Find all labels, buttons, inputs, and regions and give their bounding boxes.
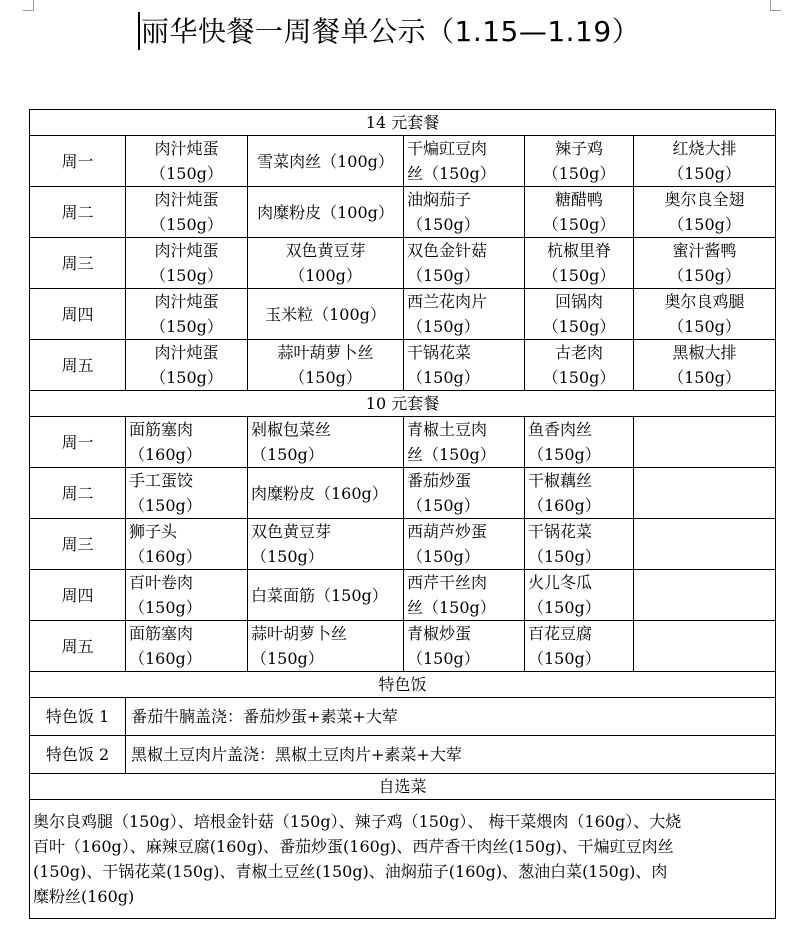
dish-weight: （150g） xyxy=(542,368,616,387)
dish-cell xyxy=(525,187,634,238)
dish-name: 黑椒大排 xyxy=(672,343,737,362)
dish-weight: （150g） xyxy=(251,547,324,566)
dish-cell xyxy=(634,519,776,570)
special-text: 黑椒土豆肉片盖浇：黑椒土豆肉片+素菜+大荤 xyxy=(126,736,776,774)
dish-weight: （150g） xyxy=(528,445,601,464)
dish-weight: （150g） xyxy=(129,598,202,617)
menu-table xyxy=(29,109,776,919)
dish-cell xyxy=(248,238,404,289)
page-corner-mark-right xyxy=(770,0,781,11)
dish-weight: （150g） xyxy=(289,368,362,387)
dish-cell xyxy=(404,238,525,289)
dish-weight: （160g） xyxy=(129,649,202,668)
dish-name: 西葫芦炒蛋 xyxy=(407,522,488,541)
dish-cell xyxy=(404,519,525,570)
dish-weight: （150g） xyxy=(407,317,480,336)
dish-cell xyxy=(126,340,248,391)
menu-row xyxy=(30,136,776,187)
dish-cell xyxy=(525,289,634,340)
dish-name: 杭椒里脊 xyxy=(546,241,611,260)
day-cell: 周四 xyxy=(30,570,126,621)
dish-cell xyxy=(126,289,248,340)
optional-line: 糜粉丝(160g) xyxy=(33,887,135,906)
dish-cell xyxy=(248,136,404,187)
set10-header-row xyxy=(30,391,776,417)
dish-cell xyxy=(634,187,776,238)
dish-name: 双色黄豆芽 xyxy=(251,522,332,541)
day-cell: 周五 xyxy=(30,340,126,391)
dish-name: 肉汁炖蛋 xyxy=(154,190,219,209)
optional-line: 百叶（160g）、麻辣豆腐(160g)、番茄炒蛋(160g)、西芹香干肉丝(150g)、干煸豇豆肉丝 xyxy=(33,837,674,856)
dish-weight: 丝（150g） xyxy=(407,164,496,183)
dish-cell xyxy=(525,340,634,391)
dish-weight: （150g） xyxy=(150,266,223,285)
special-row xyxy=(30,736,776,774)
dish-weight: 丝（150g） xyxy=(407,598,496,617)
special-row xyxy=(30,698,776,736)
dish-cell xyxy=(126,238,248,289)
menu-row xyxy=(30,417,776,468)
dish-name: 火儿冬瓜 xyxy=(528,573,593,592)
dish-cell xyxy=(525,519,634,570)
dish-name: 手工蛋饺 xyxy=(129,471,194,490)
dish-weight: （150g） xyxy=(668,368,741,387)
dish-cell xyxy=(404,187,525,238)
dish-name: 玉米粒（100g） xyxy=(265,304,386,324)
menu-table-body xyxy=(30,110,776,919)
dish-cell xyxy=(525,136,634,187)
dish-name: 肉汁炖蛋 xyxy=(154,241,219,260)
optional-header: 自选菜 xyxy=(30,774,776,800)
dish-name: 古老肉 xyxy=(554,343,603,362)
optional-header-row xyxy=(30,774,776,800)
dish-name: 狮子头 xyxy=(129,522,178,541)
dish-name: 干锅花菜 xyxy=(528,522,593,541)
special-label: 特色饭 2 xyxy=(30,736,126,774)
dish-weight: （150g） xyxy=(528,547,601,566)
dish-weight: （150g） xyxy=(668,215,741,234)
set14-header: 14 元套餐 xyxy=(30,110,776,136)
dish-weight: （150g） xyxy=(528,598,601,617)
menu-row xyxy=(30,570,776,621)
dish-cell xyxy=(634,468,776,519)
dish-cell xyxy=(525,417,634,468)
dish-cell xyxy=(248,621,404,672)
dish-weight: （150g） xyxy=(407,266,480,285)
dish-name: 青椒土豆肉 xyxy=(407,420,488,439)
dish-name: 肉汁炖蛋 xyxy=(154,139,219,158)
dish-name: 西兰花肉片 xyxy=(407,292,488,311)
dish-name: 双色黄豆芽 xyxy=(285,241,366,260)
dish-weight: （150g） xyxy=(542,317,616,336)
dish-weight: （150g） xyxy=(668,317,741,336)
dish-name: 蒜叶胡萝卜丝 xyxy=(251,624,348,643)
dish-name: 油焖茄子 xyxy=(407,190,472,209)
dish-name: 肉糜粉皮（100g） xyxy=(257,202,394,222)
day-cell: 周一 xyxy=(30,417,126,468)
dish-name: 红烧大排 xyxy=(672,139,737,158)
special-label: 特色饭 1 xyxy=(30,698,126,736)
optional-row xyxy=(30,800,776,919)
dish-weight: （150g） xyxy=(407,649,480,668)
dish-cell xyxy=(525,238,634,289)
dish-name: 面筋塞肉 xyxy=(129,420,194,439)
dish-cell xyxy=(126,519,248,570)
dish-name: 剁椒包菜丝 xyxy=(251,420,332,439)
dish-name: 蒜叶葫萝卜丝 xyxy=(277,343,374,362)
dish-name: 百花豆腐 xyxy=(528,624,593,643)
dish-cell xyxy=(126,136,248,187)
dish-cell xyxy=(404,417,525,468)
page-corner-mark-left xyxy=(23,0,34,11)
dish-name: 回锅肉 xyxy=(554,292,603,311)
dish-cell xyxy=(248,340,404,391)
dish-cell xyxy=(634,289,776,340)
dish-weight: （150g） xyxy=(668,266,741,285)
day-cell: 周二 xyxy=(30,187,126,238)
dish-cell xyxy=(404,289,525,340)
page-title: 丽华快餐一周餐单公示（1.15—1.19） xyxy=(141,15,641,48)
dish-weight: （150g） xyxy=(150,215,223,234)
dish-weight: （150g） xyxy=(407,368,480,387)
dish-name: 干煸豇豆肉 xyxy=(407,139,488,158)
dish-cell xyxy=(634,136,776,187)
dish-weight: （150g） xyxy=(528,649,601,668)
dish-cell xyxy=(248,417,404,468)
dish-weight: （150g） xyxy=(150,317,223,336)
dish-weight: （160g） xyxy=(129,445,202,464)
dish-weight: （150g） xyxy=(407,496,480,515)
menu-row xyxy=(30,187,776,238)
dish-cell xyxy=(525,570,634,621)
dish-weight: （150g） xyxy=(150,368,223,387)
dish-name: 肉汁炖蛋 xyxy=(154,343,219,362)
day-cell: 周四 xyxy=(30,289,126,340)
dish-cell xyxy=(634,417,776,468)
dish-cell xyxy=(126,417,248,468)
special-text: 番茄牛腩盖浇：番茄炒蛋+素菜+大荤 xyxy=(126,698,776,736)
dish-weight: （150g） xyxy=(129,496,202,515)
dish-cell xyxy=(248,187,404,238)
dish-cell xyxy=(634,340,776,391)
dish-name: 辣子鸡 xyxy=(554,139,603,158)
dish-cell xyxy=(404,570,525,621)
dish-name: 肉汁炖蛋 xyxy=(154,292,219,311)
dish-name: 青椒炒蛋 xyxy=(407,624,472,643)
dish-cell xyxy=(126,468,248,519)
dish-name: 西芹干丝肉 xyxy=(407,573,488,592)
dish-cell xyxy=(248,468,404,519)
menu-row xyxy=(30,519,776,570)
dish-name: 奥尔良全翅 xyxy=(664,190,745,209)
dish-cell xyxy=(404,136,525,187)
menu-row xyxy=(30,340,776,391)
dish-cell xyxy=(634,621,776,672)
dish-weight: （100g） xyxy=(289,266,362,285)
day-cell: 周三 xyxy=(30,519,126,570)
dish-cell xyxy=(126,570,248,621)
dish-weight: （150g） xyxy=(251,445,324,464)
dish-weight: （150g） xyxy=(407,215,480,234)
set10-header: 10 元套餐 xyxy=(30,391,776,417)
dish-weight: （160g） xyxy=(129,547,202,566)
text-cursor xyxy=(138,12,140,50)
day-cell: 周一 xyxy=(30,136,126,187)
dish-name: 雪菜肉丝（100g） xyxy=(257,151,394,171)
menu-row xyxy=(30,289,776,340)
special-header-row xyxy=(30,672,776,698)
day-cell: 周三 xyxy=(30,238,126,289)
dish-cell xyxy=(634,238,776,289)
dish-cell xyxy=(126,187,248,238)
optional-dishes xyxy=(30,800,776,919)
menu-row xyxy=(30,238,776,289)
dish-name: 鱼香肉丝 xyxy=(528,420,593,439)
dish-name: 肉糜粉皮（160g） xyxy=(251,483,388,503)
dish-name: 干锅花菜 xyxy=(407,343,472,362)
dish-cell xyxy=(634,570,776,621)
dish-cell xyxy=(404,468,525,519)
dish-name: 干椒藕丝 xyxy=(528,471,593,490)
dish-name: 百叶卷肉 xyxy=(129,573,194,592)
dish-name: 双色金针菇 xyxy=(407,241,488,260)
dish-weight: （150g） xyxy=(542,266,616,285)
special-header: 特色饭 xyxy=(30,672,776,698)
dish-cell xyxy=(404,340,525,391)
dish-weight: （150g） xyxy=(407,547,480,566)
dish-weight: （160g） xyxy=(528,496,601,515)
dish-weight: （150g） xyxy=(542,164,616,183)
dish-name: 蜜汁酱鸭 xyxy=(672,241,737,260)
day-cell: 周二 xyxy=(30,468,126,519)
dish-weight: 丝（150g） xyxy=(407,445,496,464)
dish-weight: （150g） xyxy=(150,164,223,183)
dish-name: 番茄炒蛋 xyxy=(407,471,472,490)
menu-row xyxy=(30,621,776,672)
dish-cell xyxy=(248,570,404,621)
dish-weight: （150g） xyxy=(668,164,741,183)
dish-cell xyxy=(404,621,525,672)
dish-weight: （150g） xyxy=(542,215,616,234)
optional-line: 奥尔良鸡腿（150g）、培根金针菇（150g）、辣子鸡（150g）、 梅干菜煨肉（160g）、大烧 xyxy=(33,812,682,831)
dish-name: 白菜面筋（150g） xyxy=(251,585,388,605)
dish-name: 糖醋鸭 xyxy=(554,190,603,209)
dish-cell xyxy=(525,621,634,672)
dish-weight: （150g） xyxy=(251,649,324,668)
dish-name: 奥尔良鸡腿 xyxy=(664,292,745,311)
dish-name: 面筋塞肉 xyxy=(129,624,194,643)
dish-cell xyxy=(248,289,404,340)
optional-line: (150g)、干锅花菜(150g)、青椒土豆丝(150g)、油焖茄子(160g)、葱油白菜(150g)、肉 xyxy=(33,862,668,881)
dish-cell xyxy=(126,621,248,672)
menu-row xyxy=(30,468,776,519)
dish-cell xyxy=(248,519,404,570)
dish-cell xyxy=(525,468,634,519)
set14-header-row xyxy=(30,110,776,136)
day-cell: 周五 xyxy=(30,621,126,672)
